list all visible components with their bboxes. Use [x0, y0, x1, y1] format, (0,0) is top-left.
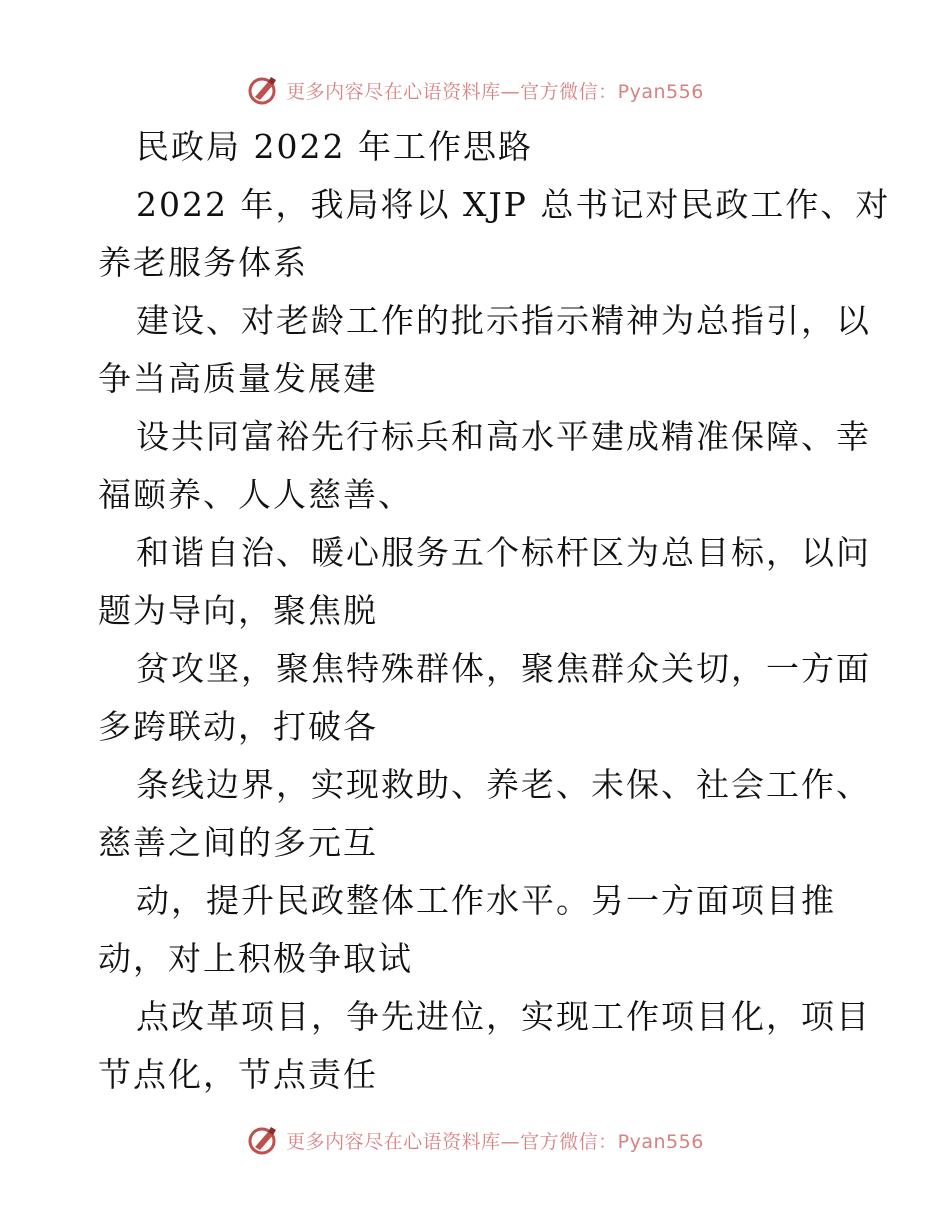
paragraph-line: 争当高质量发展建: [98, 359, 378, 398]
watermark-text: 更多内容尽在心语资料库—官方微信：Pyan556: [286, 1130, 704, 1153]
paragraph-line: 2022 年，我局将以 XJP 总书记对民政工作、对: [136, 185, 891, 224]
header-watermark: [0, 70, 950, 110]
watermark-text: 更多内容尽在心语资料库—官方微信：Pyan556: [286, 80, 704, 103]
document-title: 民政局 2022 年工作思路: [136, 127, 533, 166]
paragraph-line: 养老服务体系: [98, 243, 308, 282]
paragraph-line: 题为导向，聚焦脱: [98, 591, 378, 630]
paragraph-line: 建设、对老龄工作的批示指示精神为总指引，以: [136, 301, 871, 340]
paragraph-line: 条线边界，实现救助、养老、未保、社会工作、: [136, 765, 871, 804]
paragraph-line: 贫攻坚，聚焦特殊群体，聚焦群众关切，一方面: [136, 649, 871, 688]
paragraph-line: 动，对上积极争取试: [98, 939, 413, 978]
document-body: [98, 118, 891, 1104]
footer-watermark: [0, 1120, 950, 1160]
paragraph-line: 福颐养、人人慈善、: [98, 475, 413, 514]
pen-seal-icon: [246, 73, 280, 107]
paragraph-line: 设共同富裕先行标兵和高水平建成精准保障、幸: [136, 417, 871, 456]
pen-seal-icon: [246, 1123, 280, 1157]
paragraph-line: 和谐自治、暖心服务五个标杆区为总目标，以问: [136, 533, 871, 572]
paragraph-line: 慈善之间的多元互: [98, 823, 378, 862]
paragraph-line: 多跨联动，打破各: [98, 707, 378, 746]
paragraph-line: 节点化，节点责任: [98, 1055, 378, 1094]
paragraph-line: 动，提升民政整体工作水平。另一方面项目推: [136, 881, 836, 920]
paragraph-line: 点改革项目，争先进位，实现工作项目化，项目: [136, 997, 871, 1036]
